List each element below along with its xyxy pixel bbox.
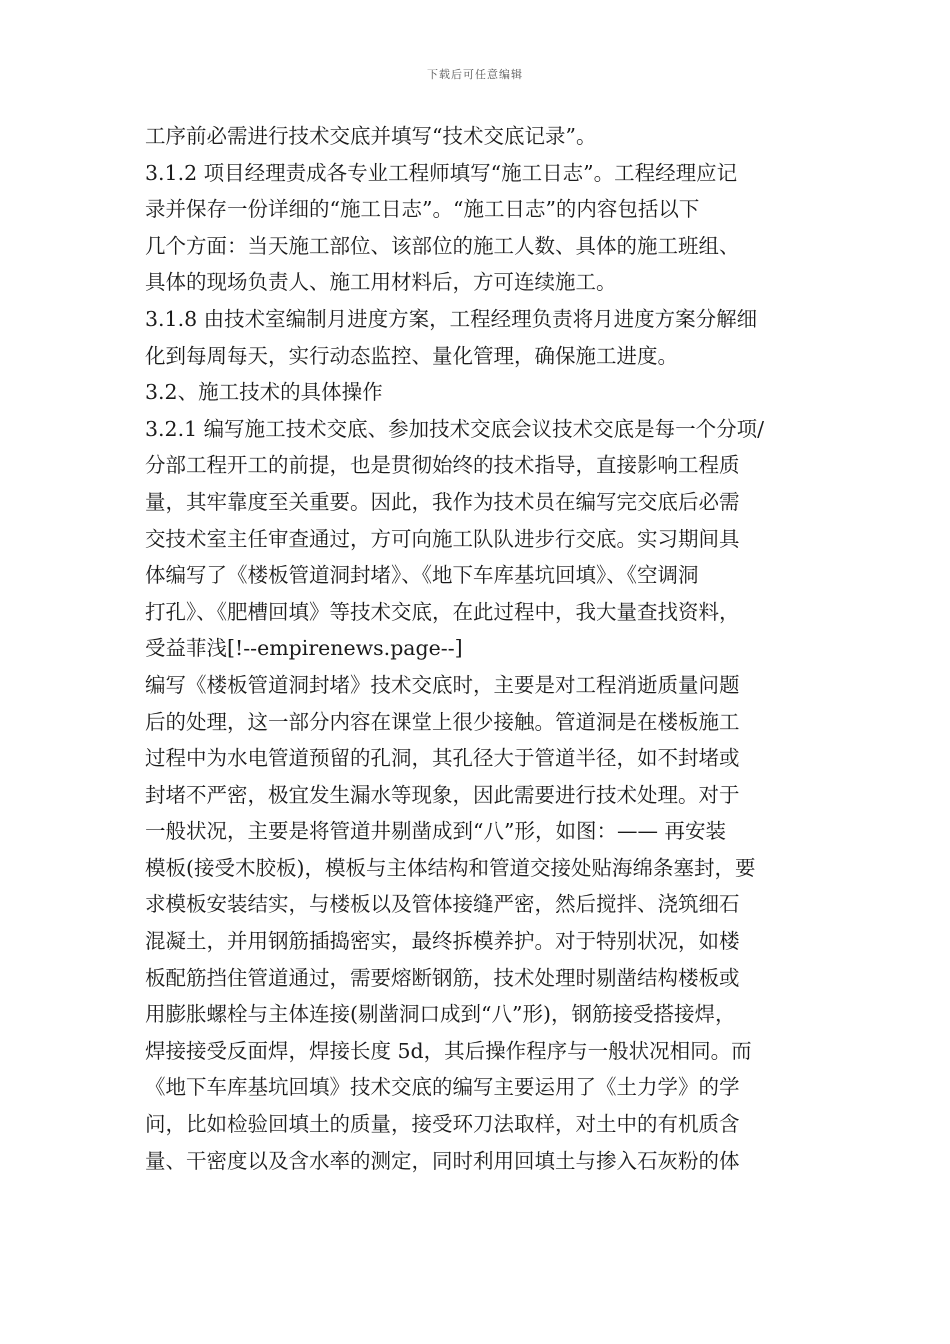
section-heading: 3.2、施工技术的具体操作 — [145, 380, 383, 405]
body-line: 化到每周每天，实行动态监控、量化管理，确保施工进度。 — [145, 343, 678, 368]
body-line: 封堵不严密，极宜发生漏水等现象，因此需要进行技术处理。对于 — [145, 782, 740, 807]
body-line: 一般状况，主要是将管道井剔凿成到“八”形，如图：—— 再安装 — [145, 819, 726, 844]
body-line: 编写《楼板管道洞封堵》技术交底时，主要是对工程消逝质量问题 — [145, 672, 740, 697]
body-line: 量、干密度以及含水率的测定，同时利用回填土与掺入石灰粉的体 — [145, 1148, 740, 1173]
body-line: 求模板安装结实，与楼板以及管体接缝严密，然后搅拌、浇筑细石 — [145, 892, 740, 917]
body-line: 3.1.8 由技术室编制月进度方案，工程经理负责将月进度方案分解细 — [145, 306, 758, 331]
page-header-note: 下载后可任意编辑 — [427, 68, 523, 81]
body-line: 体编写了《楼板管道洞封堵》、《地下车库基坑回填》、《空调洞 — [145, 563, 699, 588]
body-line: 3.1.2 项目经理责成各专业工程师填写“施工日志”。工程经理应记 — [145, 160, 738, 185]
body-line: 《地下车库基坑回填》技术交底的编写主要运用了《土力学》的学 — [145, 1075, 740, 1100]
body-line: 受益菲浅[!--empirenews.page--] — [145, 636, 463, 661]
body-line: 具体的现场负责人、施工用材料后，方可连续施工。 — [145, 270, 617, 295]
body-line: 交技术室主任审查通过，方可向施工队队进步行交底。实习期间具 — [145, 526, 740, 551]
body-line: 录并保存一份详细的“施工日志”。“施工日志”的内容包括以下 — [145, 197, 700, 222]
body-line: 量，其牢靠度至关重要。因此，我作为技术员在编写完交底后必需 — [145, 489, 740, 514]
body-line: 问，比如检验回填土的质量，接受环刀法取样，对土中的有机质含 — [145, 1112, 740, 1137]
body-line: 打孔》、《肥槽回填》等技术交底，在此过程中，我大量查找资料， — [145, 599, 740, 624]
body-line: 分部工程开工的前提，也是贯彻始终的技术指导，直接影响工程质 — [145, 453, 740, 478]
body-line: 后的处理，这一部分内容在课堂上很少接触。管道洞是在楼板施工 — [145, 709, 740, 734]
body-line: 工序前必需进行技术交底并填写“技术交底记录”。 — [145, 124, 597, 148]
body-line: 过程中为水电管道预留的孔洞，其孔径大于管道半径，如不封堵或 — [145, 746, 740, 771]
document-body — [145, 118, 825, 1179]
body-line: 3.2.1 编写施工技术交底、参加技术交底会议技术交底是每一个分项/ — [145, 416, 765, 441]
body-line: 用膨胀螺栓与主体连接(剔凿洞口成到“八”形)，钢筋接受搭接焊， — [145, 1002, 736, 1027]
body-line: 焊接接受反面焊，焊接长度 5d，其后操作程序与一般状况相同。而 — [145, 1038, 752, 1063]
body-line: 混凝土，并用钢筋插捣密实，最终拆模养护。对于特别状况，如楼 — [145, 929, 740, 954]
body-line: 几个方面：当天施工部位、该部位的施工人数、具体的施工班组、 — [145, 233, 740, 258]
body-line: 模板(接受木胶板)，模板与主体结构和管道交接处贴海绵条塞封，要 — [145, 855, 756, 880]
body-line: 板配筋挡住管道通过，需要熔断钢筋，技术处理时剔凿结构楼板或 — [145, 965, 740, 990]
